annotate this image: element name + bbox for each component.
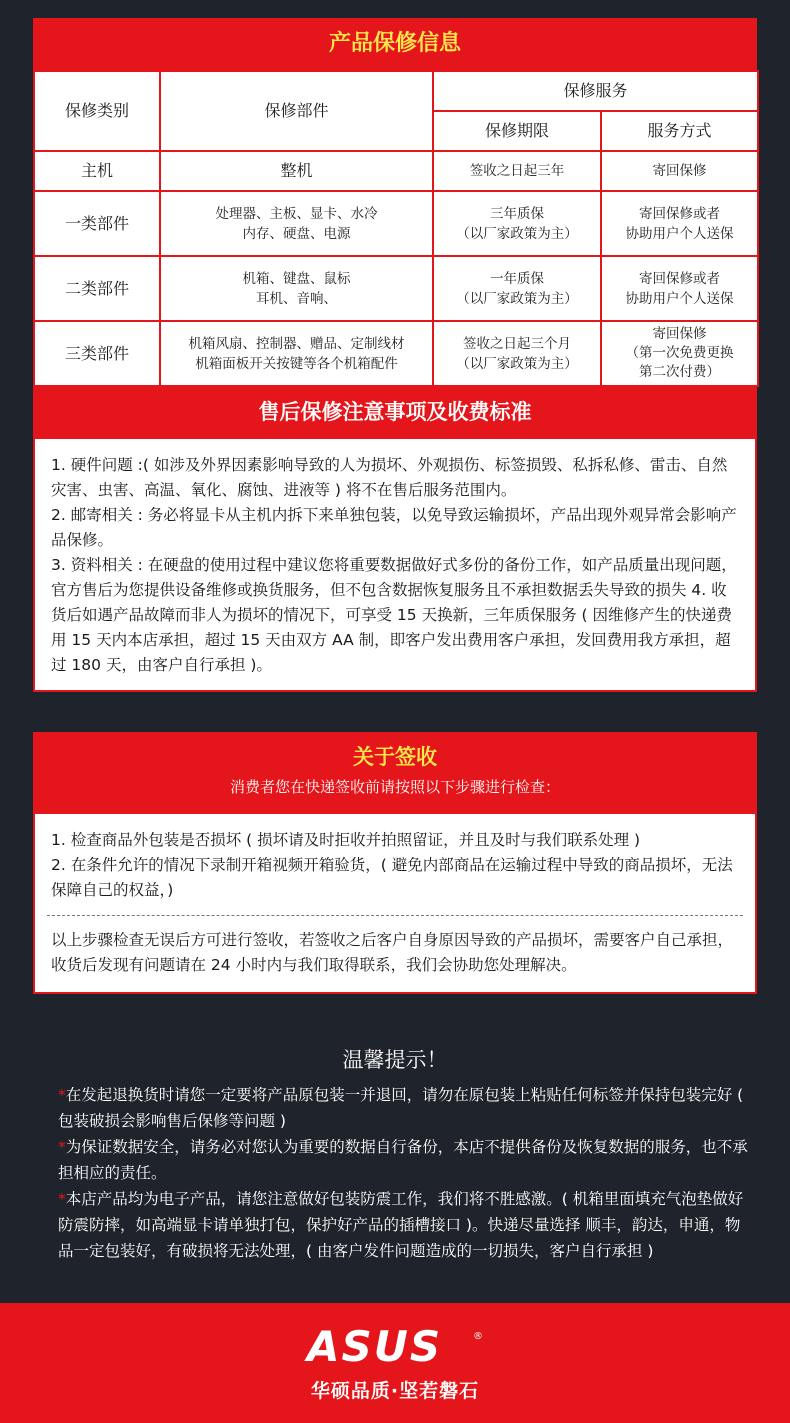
period-line: （以厂家政策为主） (456, 225, 578, 242)
brand-footer (0, 1303, 790, 1423)
method-line: 寄回保修或者 (639, 270, 720, 287)
row-method (601, 321, 758, 386)
row-period (433, 191, 601, 256)
asterisk-icon: * (58, 1190, 66, 1208)
period-line: （以厂家政策为主） (456, 355, 578, 372)
method-line: （第一次免费更换 (625, 345, 734, 361)
logo-text: ASUS (307, 1325, 443, 1369)
header-method: 服务方式 (601, 111, 758, 151)
method-line: 寄回保修或者 (639, 205, 720, 222)
header-service: 保修服务 (433, 71, 758, 111)
period-line: 三年质保 (490, 205, 544, 222)
tips-section (0, 1040, 790, 1264)
row-category: 主机 (34, 151, 160, 191)
tips-title: 温馨提示！ (342, 1048, 448, 1072)
row-parts (160, 256, 433, 321)
note-item: 3. 资料相关 : 在硬盘的使用过程中建议您将重要数据做好式多份的备份工作，如产品质量出现问题，官方售后为您提供设备维修或换货服务，但不包含数据恢复服务且不承担数据丢失导致的损失 4. 收货后如遇产品故障而非人为损坏的情况下，可享受 15 天换新，三年质保服务 ( 因维修产生的快递费用 15 天内本店承担，超过 15 天由双方 AA 制，即客户发出费用客户承担，发回费用我方承担，超过 180 天，由客户自行承担 )。 (51, 556, 737, 674)
signing-footer-text: 以上步骤检查无误后方可进行签收，若签收之后客户自身原因导致的产品损坏，需要客户自己承担，收货后发现有问题请在 24 小时内与我们取得联系，我们会协助您处理解决。 (51, 931, 734, 974)
tip-text: 在发起退换货时请您一定要将产品原包装一并退回，请勿在原包装上粘贴任何标签并保持包装完好 ( 包装破损会影响售后保修等问题 ) (58, 1086, 744, 1130)
parts-line: 机箱面板开关按键等各个机箱配件 (195, 355, 398, 372)
signing-header (33, 732, 757, 812)
notes-box (33, 437, 757, 692)
row-category: 一类部件 (34, 191, 160, 256)
method-line: 协助用户个人送保 (625, 225, 734, 242)
row-parts (160, 321, 433, 386)
signing-section (33, 732, 757, 994)
signing-title: 关于签收 (353, 745, 437, 769)
tip-item (0, 1134, 790, 1186)
tip-text: 本店产品均为电子产品，请您注意做好包装防震工作，我们将不胜感激。( 机箱里面填充气泡垫做好防震防摔，如高端显卡请单独打包，保护好产品的插槽接口 )。快递尽量选择 顺丰，韵达，申通，物品一定包装好，有破损将无法处理，( 由客户发件问题造成的一切损失，客户自行承担 ) (58, 1190, 744, 1260)
signing-box (33, 812, 757, 994)
warranty-title: 产品保修信息 (33, 18, 757, 70)
period-line: 一年质保 (490, 270, 544, 287)
method-line: 寄回保修 (652, 163, 707, 179)
method-line: 第二次付费） (639, 364, 720, 380)
header-parts: 保修部件 (160, 71, 433, 151)
tip-item (0, 1082, 790, 1134)
dashed-divider (47, 915, 743, 916)
method-line: 协助用户个人送保 (625, 290, 734, 307)
parts-line: 整机 (280, 161, 313, 180)
parts-line: 处理器、主板、显卡、水冷 (215, 205, 378, 222)
brand-slogan: 华硕品质·坚若磐石 (310, 1380, 480, 1402)
signing-item: 2. 在条件允许的情况下录制开箱视频开箱验货，( 避免内部商品在运输过程中导致的商品损坏，无法保障自己的权益，) (51, 856, 733, 899)
period-line: 签收之日起三年 (469, 163, 565, 179)
note-item: 1. 硬件问题 :( 如涉及外界因素影响导致的人为损坏、外观损伤、标签损毁、私拆私修、雷击、自然灾害、虫害、高温、氧化、腐蚀、进液等 ) 将不在售后服务范围内。 (51, 456, 728, 499)
asterisk-icon: * (58, 1086, 66, 1104)
row-parts (160, 191, 433, 256)
row-period (433, 321, 601, 386)
row-period (433, 151, 601, 191)
row-period (433, 256, 601, 321)
row-method (601, 256, 758, 321)
warranty-section (33, 18, 757, 692)
row-method (601, 151, 758, 191)
row-parts (160, 151, 433, 191)
registered-mark-icon: ® (473, 1331, 483, 1342)
period-line: 签收之日起三个月 (463, 335, 571, 352)
asus-logo-icon (303, 1325, 487, 1369)
tip-text: 为保证数据安全，请务必对您认为重要的数据自行备份，本店不提供备份及恢复数据的服务，也不承担相应的责任。 (58, 1138, 748, 1182)
parts-line: 耳机、音响、 (256, 290, 337, 307)
row-category: 三类部件 (34, 321, 160, 386)
signing-item: 1. 检查商品外包装是否损坏 ( 损坏请及时拒收并拍照留证，并且及时与我们联系处理 ) (51, 831, 641, 849)
signing-subtitle: 消费者您在快递签收前请按照以下步骤进行检查： (229, 778, 560, 796)
parts-line: 机箱风扇、控制器、赠品、定制线材 (188, 335, 405, 352)
warranty-table (33, 70, 759, 387)
parts-line: 内存、硬盘、电源 (242, 225, 351, 242)
note-item: 2. 邮寄相关 : 务必将显卡从主机内拆下来单独包装，以免导致运输损坏，产品出现外观异常会影响产品保修。 (51, 506, 737, 549)
parts-line: 机箱、键盘、鼠标 (242, 270, 351, 287)
notes-title: 售后保修注意事项及收费标准 (33, 387, 757, 437)
asterisk-icon: * (58, 1138, 66, 1156)
period-line: （以厂家政策为主） (456, 290, 578, 307)
header-category: 保修类别 (34, 71, 160, 151)
tip-item (0, 1186, 790, 1264)
method-line: 寄回保修 (652, 326, 707, 342)
row-category: 二类部件 (34, 256, 160, 321)
row-method (601, 191, 758, 256)
header-period: 保修期限 (433, 111, 601, 151)
